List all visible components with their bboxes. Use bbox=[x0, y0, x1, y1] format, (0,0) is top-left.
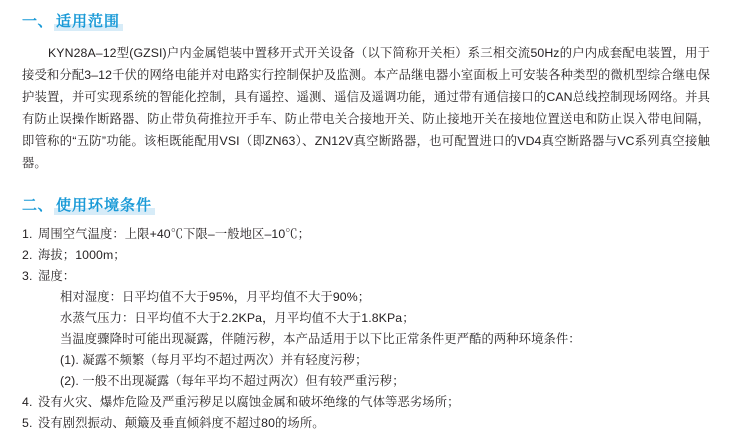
list-item-marker: 2. bbox=[22, 248, 33, 262]
section-number-2: 二、 bbox=[22, 197, 54, 214]
list-item-text: 没有剧烈振动、颠簸及垂直倾斜度不超过80的场所。 bbox=[38, 416, 325, 430]
list-item-text: 海拔；1000m； bbox=[38, 248, 126, 262]
list-item bbox=[22, 392, 710, 413]
section-1-paragraph-text: KYN28A–12型(GZSI)户内金属铠装中置移开式开关设备（以下简称开关柜）系三相交流50Hz的户内成套配电装置，用于接受和分配3–12千伏的网络电能并对电路实行控制保护及监测。本产品继电器小室面板上可安装各种类型的微机型综合继电保护装置，并可实现系统的智能化控制，具有遥控、遥测、遥信及遥调功能，通过带有通信接口的CAN总线控制现场网络。并具有防止误操作断路器、防止带负荷推拉开手车、防止带电关合接地开关、防止接地开关在接地位置送电和防止误入带电间隔，即管称的“五防”功能。该柜既能配用VSI（即ZN63）、ZN12V真空断路器，也可配置进口的VD4真空断路器与VC系列真空接触器。 bbox=[22, 46, 710, 170]
sub-item: 相对湿度：日平均值不大于95%，月平均值不大于90%； bbox=[60, 290, 371, 304]
list-item-text: 没有火灾、爆炸危险及严重污秽足以腐蚀金属和破坏绝缘的气体等恶劣场所； bbox=[38, 395, 460, 409]
section-heading-2 bbox=[22, 196, 710, 215]
list-item-marker: 1. bbox=[22, 227, 33, 241]
section-title-wrap-1 bbox=[56, 12, 120, 31]
section-title-2: 使用环境条件 bbox=[56, 197, 153, 214]
list-item-text: 周围空气温度：上限+40℃下限–一般地区–10℃； bbox=[38, 227, 311, 241]
sub-item: 当温度骤降时可能出现凝露，伴随污秽，本产品适用于以下比正常条件更严酷的两种环境条件： bbox=[60, 332, 581, 346]
list-item-marker: 3. bbox=[22, 269, 33, 283]
list-item bbox=[22, 413, 710, 434]
section-title-1: 适用范围 bbox=[56, 13, 121, 30]
list-item bbox=[22, 224, 710, 245]
list-item-text: 湿度： bbox=[38, 269, 76, 283]
spec-list bbox=[22, 224, 710, 434]
list-item bbox=[22, 245, 710, 266]
section-1-paragraph bbox=[22, 42, 710, 174]
section-title-wrap-2 bbox=[56, 196, 152, 215]
sub-item: (1). 凝露不频繁（每月平均不超过两次）并有轻度污秽； bbox=[60, 353, 368, 367]
section-number-1: 一、 bbox=[22, 13, 54, 30]
sub-item: 水蒸气压力：日平均值不大于2.2KPa，月平均值不大于1.8KPa； bbox=[60, 311, 415, 325]
section-heading-1 bbox=[22, 12, 710, 31]
sub-item: (2). 一般不出现凝露（每年平均不超过两次）但有较严重污秽； bbox=[60, 374, 405, 388]
list-item-marker: 4. bbox=[22, 395, 33, 409]
list-item-marker: 5. bbox=[22, 416, 33, 430]
list-item bbox=[22, 266, 710, 392]
